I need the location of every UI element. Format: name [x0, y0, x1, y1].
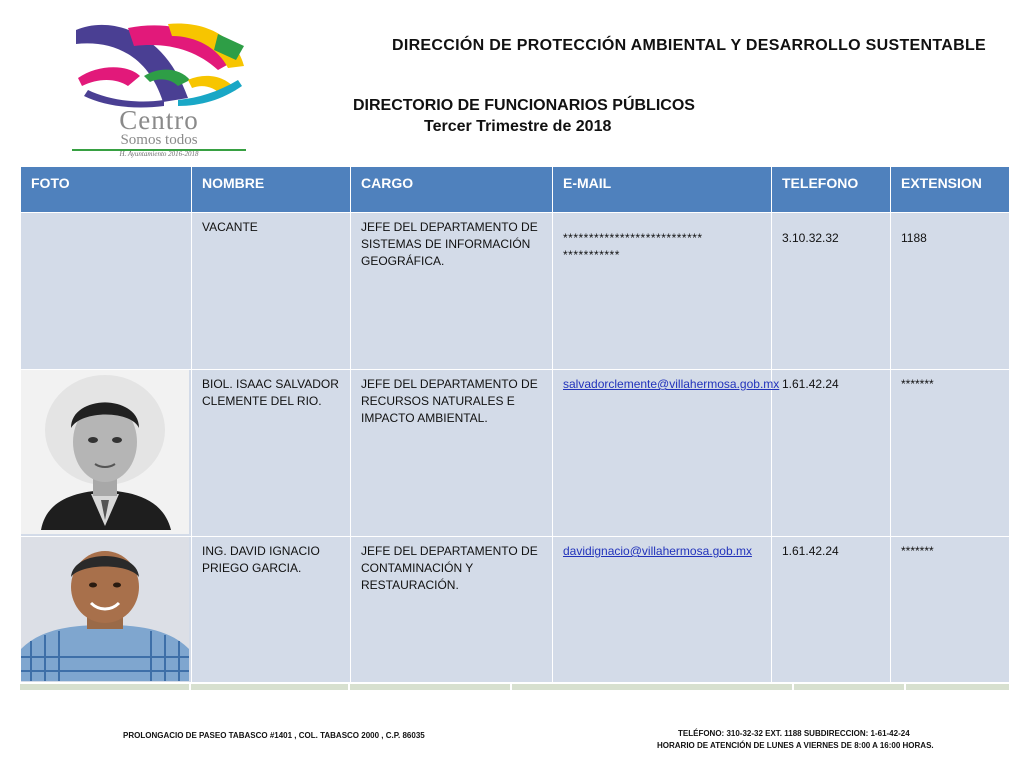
email-link[interactable]: davidignacio@villahermosa.gob.mx: [563, 544, 752, 558]
footer-phone: TELÉFONO: 310-32-32 EXT. 1188 SUBDIRECCION: 1-61-42-24: [678, 729, 910, 738]
telefono-cell: [772, 213, 891, 370]
nombre-cell: ING. DAVID IGNACIO PRIEGO GARCIA.: [192, 537, 351, 683]
cut-cell: [191, 684, 350, 690]
nombre-cell: BIOL. ISAAC SALVADOR CLEMENTE DEL RIO.: [192, 370, 351, 537]
nombre-cell: VACANTE: [192, 213, 351, 370]
column-header-email: E-MAIL: [553, 167, 772, 213]
cargo-cell: JEFE DEL DEPARTAMENTO DE CONTAMINACIÓN Y RESTAURACIÓN.: [351, 537, 553, 683]
telefono-cell: 1.61.42.24: [772, 537, 891, 683]
period-subtitle: Tercer Trimestre de 2018: [424, 118, 612, 135]
centro-logo: [68, 20, 250, 160]
email-masked: *************************** ***********: [563, 231, 703, 262]
photo-cell: [21, 370, 192, 537]
telefono-cell: 1.61.42.24: [772, 370, 891, 537]
email-cell: [553, 537, 772, 683]
logo-tagline: Somos todos: [120, 132, 198, 148]
extension-cell: *******: [891, 537, 1010, 683]
extension-cell: *******: [891, 370, 1010, 537]
column-header-nombre: NOMBRE: [192, 167, 351, 213]
person-photo-icon: [21, 370, 189, 534]
photo-cell-empty: [21, 213, 192, 370]
cut-cell: [350, 684, 512, 690]
cargo-cell: JEFE DEL DEPARTAMENTO DE RECURSOS NATURALES E IMPACTO AMBIENTAL.: [351, 370, 553, 537]
cut-cell: [906, 684, 1009, 690]
table-row: [21, 370, 1010, 537]
telefono-value: 3.10.32.32: [782, 231, 839, 245]
cut-cell: [794, 684, 906, 690]
table-row: [21, 537, 1010, 683]
email-cell: [553, 213, 772, 370]
cargo-cell: JEFE DEL DEPARTAMENTO DE SISTEMAS DE INFORMACIÓN GEOGRÁFICA.: [351, 213, 553, 370]
column-header-telefono: TELEFONO: [772, 167, 891, 213]
footer-address: PROLONGACIO DE PASEO TABASCO #1401 , COL. TABASCO 2000 , C.P. 86035: [123, 731, 425, 740]
extension-cell: [891, 213, 1010, 370]
logo-subtitle: H. Ayuntamiento 2016-2018: [119, 150, 199, 158]
column-header-foto: FOTO: [21, 167, 192, 213]
cut-cell: [512, 684, 794, 690]
directory-title: DIRECTORIO DE FUNCIONARIOS PÚBLICOS: [353, 97, 695, 114]
email-link[interactable]: salvadorclemente@villahermosa.gob.mx: [563, 377, 780, 391]
table-header-row: [21, 167, 1010, 213]
column-header-extension: EXTENSION: [891, 167, 1010, 213]
email-cell: [553, 370, 780, 537]
next-row-edge: [20, 684, 1009, 690]
photo-cell: [21, 537, 192, 683]
extension-value: 1188: [901, 231, 927, 245]
logo-emblem-icon: [68, 20, 250, 110]
person-photo-icon: [21, 537, 189, 681]
department-title: DIRECCIÓN DE PROTECCIÓN AMBIENTAL Y DESARROLLO SUSTENTABLE: [391, 37, 986, 54]
directory-table: [20, 166, 1010, 683]
logo-name: Centro: [119, 105, 199, 135]
footer-hours: HORARIO DE ATENCIÓN DE LUNES A VIERNES DE 8:00 A 16:00 HORAS.: [657, 741, 934, 750]
table-row: [21, 213, 1010, 370]
column-header-cargo: CARGO: [351, 167, 553, 213]
cut-cell: [20, 684, 191, 690]
